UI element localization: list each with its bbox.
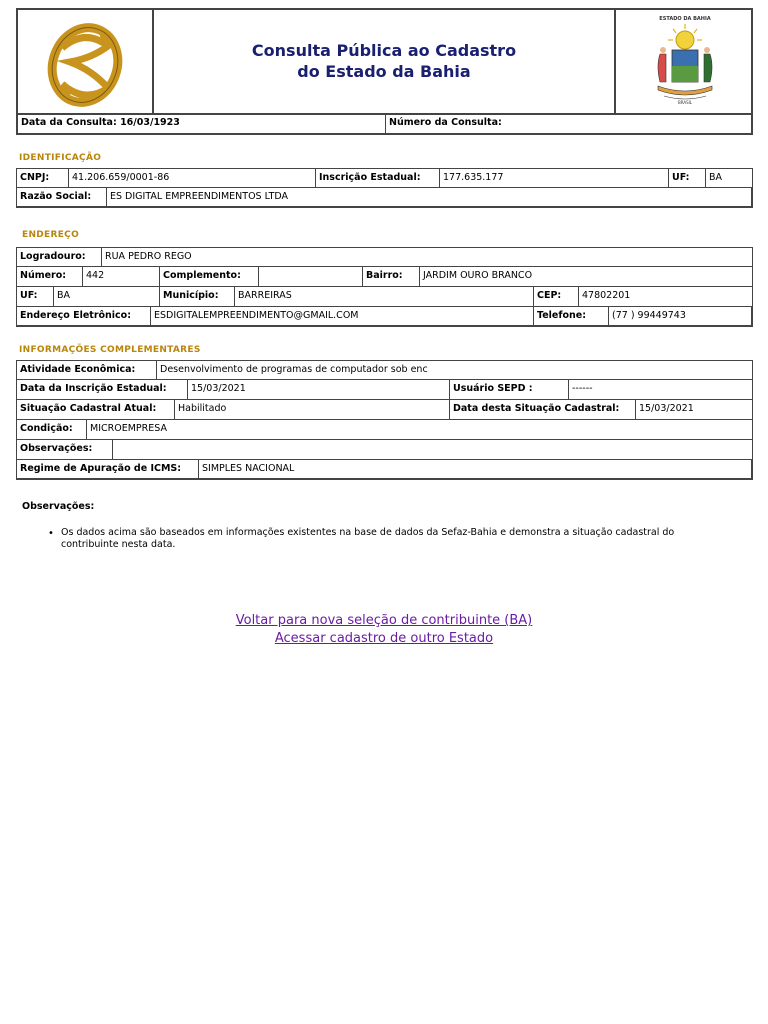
cnpj-label: CNPJ: bbox=[17, 169, 69, 187]
bairro-value: JARDIM OURO BRANCO bbox=[423, 270, 533, 281]
complementares-row-6 bbox=[16, 460, 753, 480]
usuario-value: ------ bbox=[572, 383, 593, 394]
regime-label: Regime de Apuração de ICMS: bbox=[17, 460, 199, 478]
endereco-row-2 bbox=[16, 267, 753, 287]
page-title bbox=[154, 40, 614, 82]
bahia-coat-of-arms bbox=[646, 16, 724, 108]
seal-text-top: ESTADO DA BAHIA bbox=[659, 16, 711, 22]
email-value: ESDIGITALEMPREENDIMENTO@GMAIL.COM bbox=[151, 307, 534, 325]
municipio-label: Município: bbox=[160, 287, 235, 306]
numero-label: Número: bbox=[17, 267, 83, 286]
notes-bullet-text: Os dados acima são baseados em informações existentes na base de dados da Sefaz-Bahia e demonstra a situação cadastral do contribuinte nesta data. bbox=[61, 527, 675, 550]
municipio-value: BARREIRAS bbox=[235, 287, 534, 306]
seal-text-bottom: BRASIL bbox=[677, 100, 693, 105]
header-divider-right bbox=[614, 8, 616, 115]
uf-label: UF: bbox=[669, 169, 706, 187]
data-inscricao-value: 15/03/2021 bbox=[188, 380, 450, 399]
cep-label: CEP: bbox=[534, 287, 579, 306]
notes-title: Observações: bbox=[22, 501, 95, 512]
endereco-row-1 bbox=[16, 247, 753, 267]
endereco-uf-value: BA bbox=[54, 287, 160, 306]
sefaz-logo bbox=[40, 18, 130, 108]
bairro-label: Bairro: bbox=[363, 267, 420, 286]
identificacao-row-1 bbox=[16, 168, 753, 188]
email-label: Endereço Eletrônico: bbox=[17, 307, 151, 325]
consulta-info-row bbox=[16, 115, 753, 135]
links-block bbox=[0, 611, 768, 647]
data-situacao-label: Data desta Situação Cadastral: bbox=[450, 400, 636, 419]
numero-consulta: Número da Consulta: bbox=[389, 117, 502, 128]
data-consulta: Data da Consulta: 16/03/1923 bbox=[18, 115, 386, 133]
endereco-row-4 bbox=[16, 307, 753, 327]
endereco-row-3 bbox=[16, 287, 753, 307]
outro-estado-link[interactable]: Acessar cadastro de outro Estado bbox=[274, 631, 494, 646]
complemento-label: Complemento: bbox=[160, 267, 259, 286]
cep-value: 47802201 bbox=[582, 290, 631, 301]
situacao-value: Habilitado bbox=[175, 400, 450, 419]
regime-value: SIMPLES NACIONAL bbox=[202, 463, 295, 474]
identificacao-row-2 bbox=[16, 188, 753, 208]
notes-bullet-dot: • bbox=[48, 528, 54, 539]
ie-label: Inscrição Estadual: bbox=[316, 169, 440, 187]
title-line-1: Consulta Pública ao Cadastro bbox=[251, 41, 517, 60]
data-situacao-value: 15/03/2021 bbox=[639, 403, 694, 414]
razao-social-label: Razão Social: bbox=[17, 188, 107, 206]
complementares-row-2 bbox=[16, 380, 753, 400]
complemento-value bbox=[259, 267, 363, 286]
section-identificacao-title: IDENTIFICAÇÃO bbox=[19, 153, 102, 163]
complementares-row-5 bbox=[16, 440, 753, 460]
numero-value: 442 bbox=[83, 267, 160, 286]
atividade-value: Desenvolvimento de programas de computador sob enc bbox=[160, 364, 428, 375]
uf-value: BA bbox=[709, 172, 723, 183]
usuario-label: Usuário SEPD : bbox=[450, 380, 569, 399]
section-endereco-title: ENDEREÇO bbox=[22, 230, 80, 240]
endereco-uf-label: UF: bbox=[17, 287, 54, 306]
ie-value: 177.635.177 bbox=[440, 169, 669, 187]
cnpj-value: 41.206.659/0001-86 bbox=[69, 169, 316, 187]
telefone-label: Telefone: bbox=[534, 307, 609, 325]
complementares-row-1 bbox=[16, 360, 753, 380]
situacao-label: Situação Cadastral Atual: bbox=[17, 400, 175, 419]
data-inscricao-label: Data da Inscrição Estadual: bbox=[17, 380, 188, 399]
condicao-label: Condição: bbox=[17, 420, 87, 439]
observacoes-value bbox=[113, 440, 752, 459]
atividade-label: Atividade Econômica: bbox=[17, 361, 157, 379]
complementares-row-3 bbox=[16, 400, 753, 420]
voltar-selecao-link[interactable]: Voltar para nova seleção de contribuinte (BA) bbox=[235, 613, 533, 628]
telefone-value: (77 ) 99449743 bbox=[612, 310, 686, 321]
complementares-row-4 bbox=[16, 420, 753, 440]
razao-social-value: ES DIGITAL EMPREENDIMENTOS LTDA bbox=[110, 191, 289, 202]
logradouro-label: Logradouro: bbox=[17, 248, 102, 266]
logradouro-value: RUA PEDRO REGO bbox=[105, 251, 192, 262]
section-complementares-title: INFORMAÇÕES COMPLEMENTARES bbox=[19, 345, 201, 355]
observacoes-label: Observações: bbox=[17, 440, 113, 459]
condicao-value: MICROEMPRESA bbox=[90, 423, 167, 434]
title-line-2: do Estado da Bahia bbox=[297, 62, 471, 81]
